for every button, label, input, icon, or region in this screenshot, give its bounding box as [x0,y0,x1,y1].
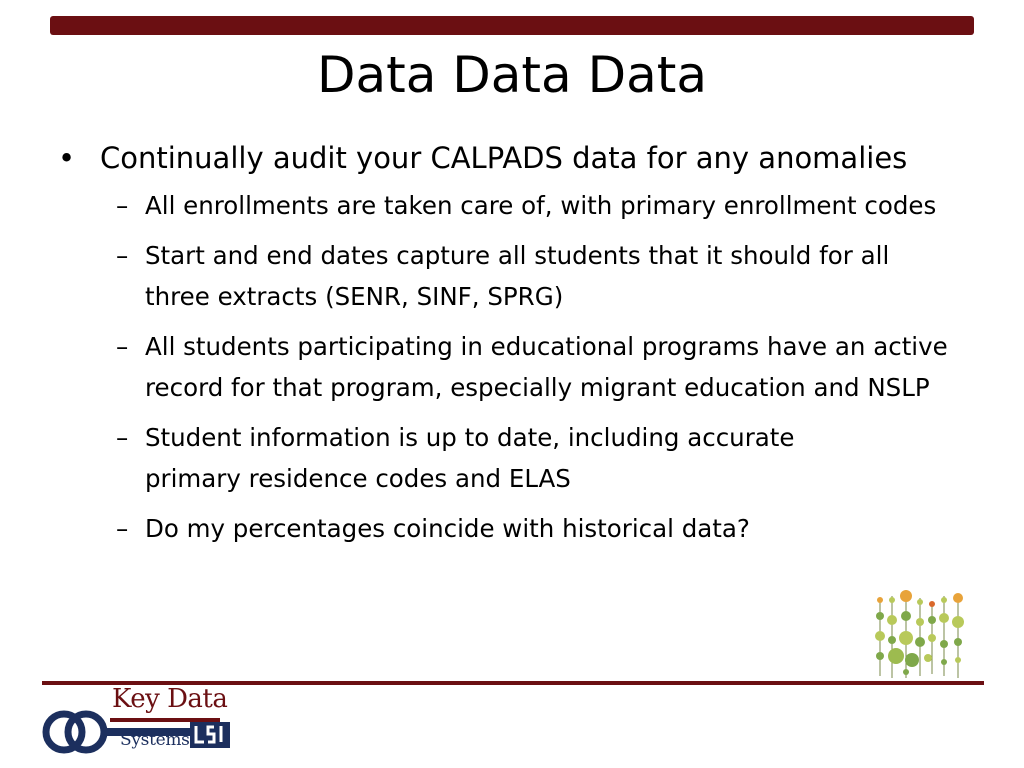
sub-bullet-list [116,185,958,549]
sub-bullet-marker: – [116,423,129,452]
sub-bullet-text: Student information is up to date, including accurate primary residence codes and ELAS [145,423,795,493]
bullet-marker: • [58,141,76,175]
slide-title: Data Data Data [317,46,707,104]
sub-bullet-marker: – [116,241,129,270]
dotted-plants-icon [866,586,976,680]
bullet-item [58,138,958,179]
sub-bullet-text: Do my percentages coincide with historical data? [145,514,750,543]
sub-bullet-item [116,508,958,549]
sub-bullet-text: All enrollments are taken care of, with primary enrollment codes [145,191,937,220]
bullet-text: Continually audit your CALPADS data for any anomalies [100,141,908,175]
key-data-logo [40,684,240,764]
sub-bullet-marker: – [116,191,129,220]
slide-content [58,138,958,558]
sub-bullet-item [116,185,958,226]
sub-bullet-text: All students participating in educational programs have an active record for that program, especially migrant education and NSLP [145,332,948,402]
sub-bullet-text: Start and end dates capture all students that it should for all three extracts (SENR, SINF, SPRG) [145,241,890,311]
sub-bullet-item [116,326,958,408]
sub-bullet-item [116,417,958,499]
sub-bullet-marker: – [116,332,129,361]
logo-name: Key Data [112,684,228,714]
sub-bullet-marker: – [116,514,129,543]
lsi-mark-icon [190,722,230,748]
top-accent-bar [50,16,974,35]
logo-subtitle: Systems [120,730,190,750]
sub-bullet-item [116,235,958,317]
